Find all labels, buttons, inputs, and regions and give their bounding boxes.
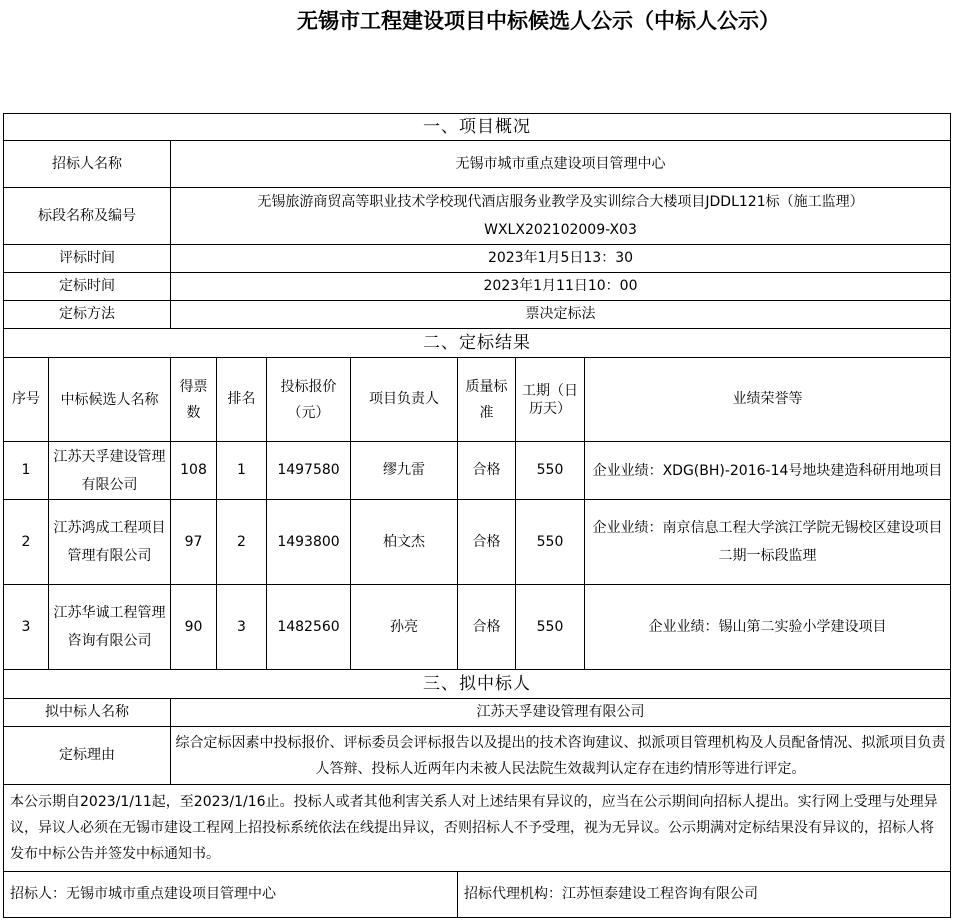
row-quality: 合格 bbox=[458, 585, 516, 670]
reason-value: 综合定标因素中投标报价、评标委员会评标报告以及提出的技术咨询建议、拟派项目管理机构及人员配备情况、拟派项目负责人答辩、投标人近两年内未被人民法院生效裁判认定存在违约情形等进行评定。 bbox=[171, 727, 951, 785]
row-price: 1482560 bbox=[267, 585, 351, 670]
col-quality: 质量标准 bbox=[458, 358, 516, 442]
row-no: 1 bbox=[4, 442, 49, 500]
winner-heading: 三、拟中标人 bbox=[4, 670, 951, 699]
row-rank: 2 bbox=[217, 500, 267, 585]
col-rank: 排名 bbox=[217, 358, 267, 442]
table-row bbox=[4, 500, 951, 585]
section-name-label: 标段名称及编号 bbox=[4, 188, 171, 245]
row-period: 550 bbox=[516, 500, 585, 585]
row-honors: 企业业绩：锡山第二实验小学建设项目 bbox=[585, 585, 951, 670]
title-area bbox=[0, 0, 954, 40]
footer-agency: 招标代理机构：江苏恒泰建设工程咨询有限公司 bbox=[458, 872, 951, 918]
overview-heading: 一、项目概况 bbox=[4, 114, 951, 141]
evaluation-time-label: 评标时间 bbox=[4, 245, 171, 273]
table-row bbox=[4, 585, 951, 670]
col-period: 工期（日历天） bbox=[516, 358, 585, 442]
winner-name-value: 江苏天孚建设管理有限公司 bbox=[171, 699, 951, 727]
row-rank: 1 bbox=[217, 442, 267, 500]
row-manager: 柏文杰 bbox=[351, 500, 458, 585]
row-honors: 企业业绩：XDG(BH)-2016-14号地块建造科研用地项目 bbox=[585, 442, 951, 500]
row-candidate: 江苏鸿成工程项目管理有限公司 bbox=[49, 500, 171, 585]
award-time-value: 2023年1月11日10：00 bbox=[171, 273, 951, 301]
row-votes: 97 bbox=[171, 500, 217, 585]
row-period: 550 bbox=[516, 585, 585, 670]
announcement-table bbox=[3, 113, 951, 918]
row-candidate: 江苏华诚工程管理咨询有限公司 bbox=[49, 585, 171, 670]
tenderer-value: 无锡市城市重点建设项目管理中心 bbox=[171, 141, 951, 188]
section-code-text: WXLX202102009-X03 bbox=[484, 222, 637, 238]
row-price: 1493800 bbox=[267, 500, 351, 585]
row-period: 550 bbox=[516, 442, 585, 500]
page-title: 无锡市工程建设项目中标候选人公示（中标人公示） bbox=[297, 8, 780, 33]
col-votes: 得票数 bbox=[171, 358, 217, 442]
row-honors: 企业业绩：南京信息工程大学滨江学院无锡校区建设项目二期一标段监理 bbox=[585, 500, 951, 585]
row-votes: 108 bbox=[171, 442, 217, 500]
col-no: 序号 bbox=[4, 358, 49, 442]
col-honors: 业绩荣誉等 bbox=[585, 358, 951, 442]
row-quality: 合格 bbox=[458, 500, 516, 585]
award-time-label: 定标时间 bbox=[4, 273, 171, 301]
award-method-label: 定标方法 bbox=[4, 301, 171, 329]
footer-tenderer: 招标人：无锡市城市重点建设项目管理中心 bbox=[4, 872, 458, 918]
row-no: 2 bbox=[4, 500, 49, 585]
row-quality: 合格 bbox=[458, 442, 516, 500]
results-heading: 二、定标结果 bbox=[4, 329, 951, 358]
evaluation-time-value: 2023年1月5日13：30 bbox=[171, 245, 951, 273]
winner-name-label: 拟中标人名称 bbox=[4, 699, 171, 727]
row-candidate: 江苏天孚建设管理有限公司 bbox=[49, 442, 171, 500]
tenderer-label: 招标人名称 bbox=[4, 141, 171, 188]
col-price: 投标报价（元） bbox=[267, 358, 351, 442]
col-manager: 项目负责人 bbox=[351, 358, 458, 442]
row-manager: 缪九雷 bbox=[351, 442, 458, 500]
notice-text: 本公示期自2023/1/11起，至2023/1/16止。投标人或者其他利害关系人对上述结果有异议的，应当在公示期间向招标人提出。实行网上受理与处理异议，异议人必须在无锡市建设工程网上招投标系统依法在线提出异议，否则招标人不予受理，视为无异议。公示期满对定标结果没有异议的，招标人将发布中标公告并签发中标通知书。 bbox=[4, 785, 951, 872]
row-rank: 3 bbox=[217, 585, 267, 670]
col-candidate: 中标候选人名称 bbox=[49, 358, 171, 442]
table-row bbox=[4, 442, 951, 500]
section-name-text: 无锡旅游商贸高等职业技术学校现代酒店服务业教学及实训综合大楼项目JDDL121标（施工监理） bbox=[257, 194, 864, 210]
row-price: 1497580 bbox=[267, 442, 351, 500]
row-votes: 90 bbox=[171, 585, 217, 670]
row-no: 3 bbox=[4, 585, 49, 670]
row-manager: 孙亮 bbox=[351, 585, 458, 670]
award-method-value: 票决定标法 bbox=[171, 301, 951, 329]
section-name-value bbox=[171, 188, 951, 245]
reason-label: 定标理由 bbox=[4, 727, 171, 785]
